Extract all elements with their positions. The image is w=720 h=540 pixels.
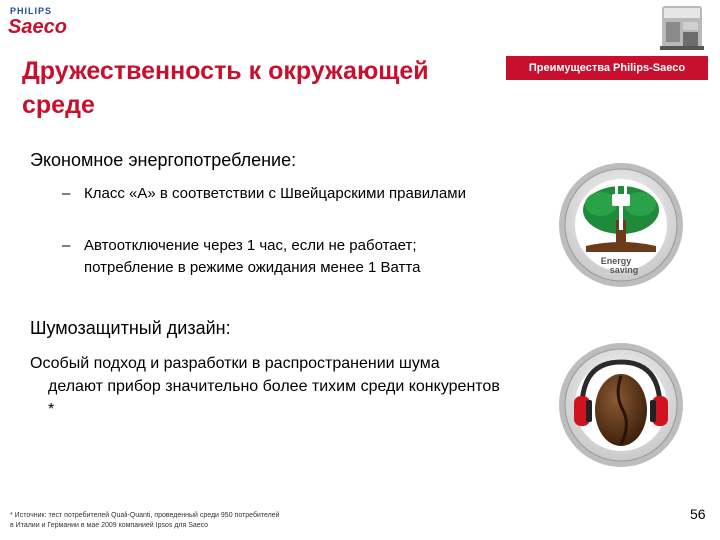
bullet-dash: –: [62, 237, 71, 254]
bullet-text: Класс «А» в соответствии с Швейцарскими правилами: [84, 185, 466, 202]
footnote: [10, 511, 280, 531]
energy-icon-label-1: Energy: [600, 256, 632, 266]
page-title: Дружественность к окружающей: [22, 57, 429, 85]
energy-bullet-2: [62, 235, 502, 279]
noise-heading-colon: :: [225, 318, 231, 338]
footnote-line-1: * Источник: тест потребителей Quali-Quanti, проведенный среди 950 потребителей: [10, 512, 280, 519]
page-title-line2: среде: [22, 91, 95, 119]
saeco-logo: [8, 6, 98, 46]
energy-saving-icon: [556, 160, 686, 290]
bullet-dash: –: [62, 185, 71, 202]
noise-paragraph-first: Особый подход и разработки в распространении шума: [30, 355, 440, 372]
noise-paragraph: [30, 352, 500, 421]
saeco-wordmark: Saeco: [8, 16, 67, 38]
page-number: 56: [690, 506, 706, 522]
coffee-machine-image: [652, 2, 712, 52]
energy-heading: Экономное энергопотребление:: [30, 150, 297, 170]
footnote-line-2: в Италии и Германии в мае 2009 компанией Ipsos для Saeco: [10, 522, 209, 529]
noise-heading-text: Шумозащитный дизайн: [30, 318, 226, 338]
section-badge: Преимущества Philips-Saeco: [506, 56, 708, 80]
energy-bullet-1: [62, 183, 502, 205]
headphones-coffee-bean-icon: [556, 340, 686, 470]
energy-icon-label-2: saving: [609, 265, 639, 275]
noise-paragraph-rest: делают прибор значительно более тихим среди конкурентов *: [48, 378, 500, 418]
philips-wordmark: PHILIPS: [10, 6, 53, 16]
bullet-text: Автоотключение через 1 час, если не работает; потребление в режиме ожидания менее 1 Ватта: [84, 237, 421, 276]
noise-heading: [30, 318, 231, 339]
